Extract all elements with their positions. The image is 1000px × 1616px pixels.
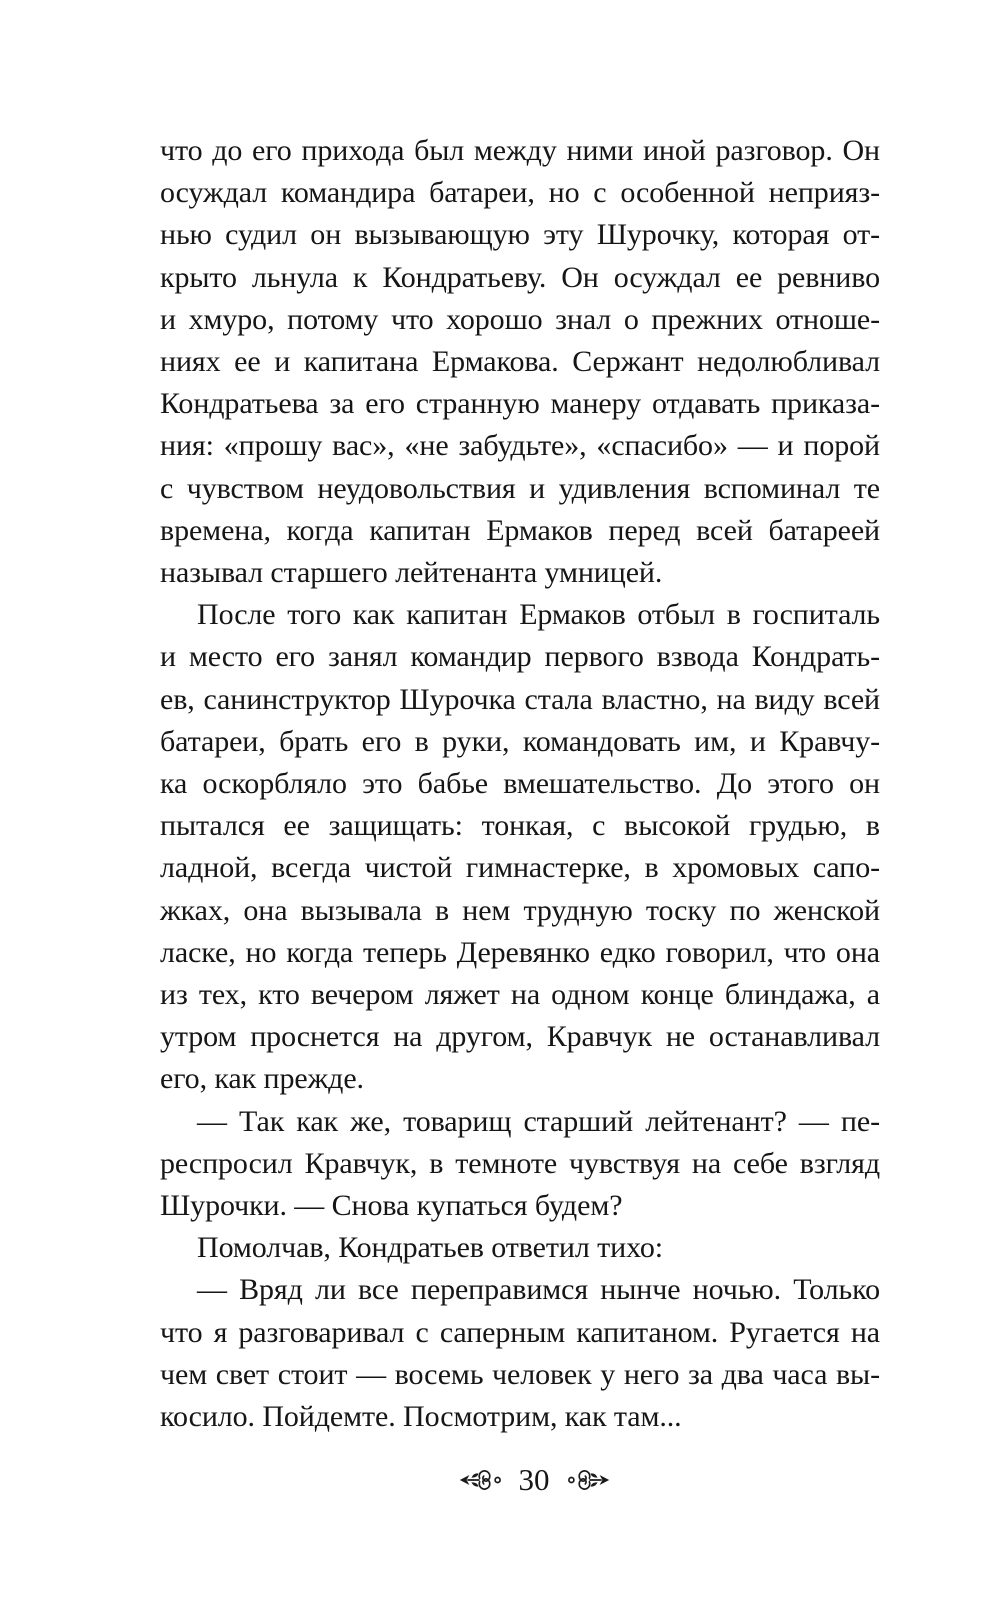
text-line: называл старшего лейтенанта умницей. — [160, 556, 663, 590]
text-line: осуждал командира батареи, но с особенной неприяз- — [160, 176, 880, 210]
text-line: — Вряд ли все переправимся нынче ночью. Только — [197, 1273, 880, 1307]
text-line: Кондратьева за его странную манеру отдавать приказа- — [160, 387, 880, 421]
text-line: с чувством неудовольствия и удивления вспоминал те — [160, 471, 880, 505]
text-line: Шурочки. — Снова купаться будем? — [160, 1189, 623, 1223]
text-line: из тех, кто вечером ляжет на одном конце блиндажа, а — [160, 978, 880, 1012]
text-line: времена, когда капитан Ермаков перед всей батареей — [160, 513, 880, 547]
fleuron-right-icon — [568, 1465, 610, 1495]
page-text-block — [160, 130, 880, 1438]
text-line: что я разговаривал с саперным капитаном. Ругается на — [160, 1315, 880, 1349]
text-line: и хмуро, потому что хорошо знал о прежних отноше- — [160, 302, 880, 336]
text-line: что до его прихода был между ними иной разговор. Он — [160, 134, 880, 167]
text-line: батареи, брать его в руки, командовать им, и Кравчу- — [160, 724, 880, 758]
text-line: — Так как же, товарищ старший лейтенант? — пе- — [197, 1104, 880, 1138]
text-line: его, как прежде. — [160, 1062, 364, 1096]
text-line: нью судил он вызывающую эту Шурочку, которая от- — [160, 218, 880, 252]
text-line: крыто льнула к Кондратьеву. Он осуждал ее ревниво — [160, 260, 880, 294]
text-line: ниях ее и капитана Ермакова. Сержант недолюбливал — [160, 345, 880, 379]
text-line: и место его занял командир первого взвода Кондрать- — [160, 640, 880, 674]
text-line: ния: «прошу вас», «не забудьте», «спасибо» — и порой — [160, 429, 880, 463]
text-line: чем свет стоит — восемь человек у него за два часа вы- — [160, 1357, 880, 1391]
text-line: ладной, всегда чистой гимнастерке, в хромовых сапо- — [160, 851, 880, 885]
text-line: Помолчав, Кондратьев ответил тихо: — [197, 1231, 663, 1265]
fleuron-left-icon — [459, 1465, 501, 1495]
text-line: жках, она вызывала в нем трудную тоску по женской — [160, 893, 880, 927]
text-line: респросил Кравчук, в темноте чувствуя на себе взгляд — [160, 1146, 880, 1180]
text-line: ласке, но когда теперь Деревянко едко говорил, что она — [160, 935, 880, 969]
text-line: пытался ее защищать: тонкая, с высокой грудью, в — [160, 809, 880, 843]
page-number: 30 — [518, 1461, 550, 1497]
text-line: косило. Пойдемте. Посмотрим, как там... — [160, 1400, 682, 1434]
text-line: ка оскорбляло это бабье вмешательство. До этого он — [160, 767, 880, 801]
text-line: После того как капитан Ермаков отбыл в госпиталь — [197, 598, 880, 632]
text-line: ев, санинструктор Шурочка стала властно, на виду всей — [160, 682, 880, 716]
text-line: утром проснется на другом, Кравчук не останавливал — [160, 1020, 880, 1054]
page-footer — [174, 1458, 894, 1502]
